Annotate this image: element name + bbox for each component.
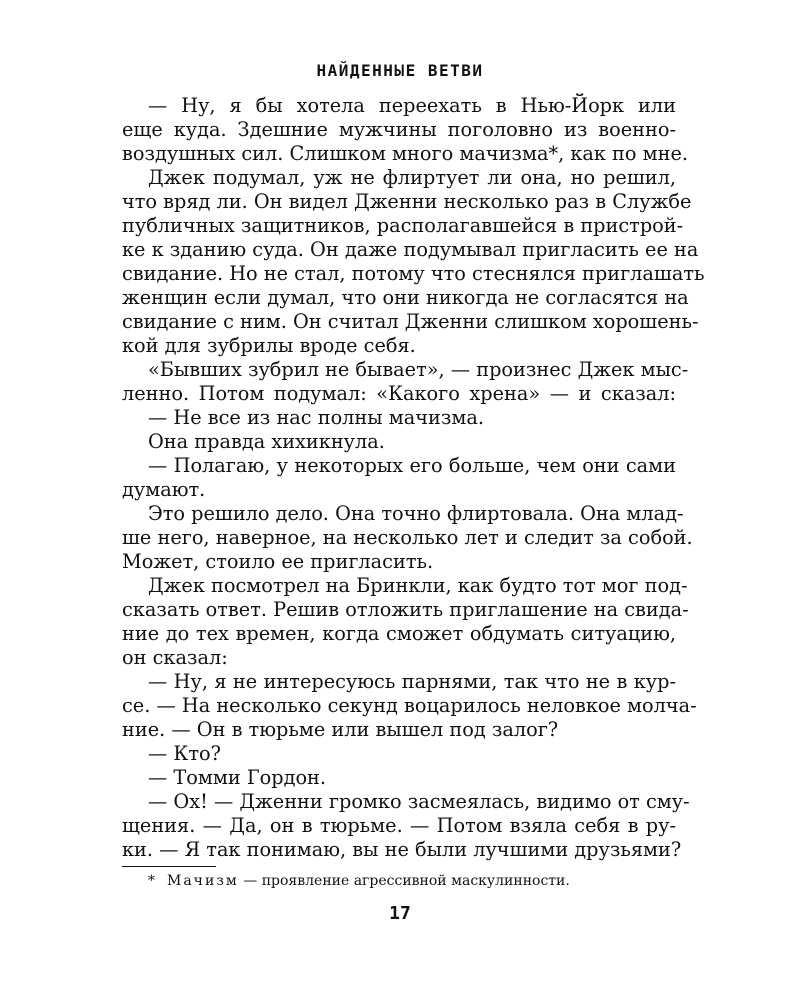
text-line: он сказал: [122,646,228,669]
text-line: Это решило дело. Она точно флиртовала. Она млад- [148,502,684,525]
text-line: воздушных сил. Слишком много мачизма*, как по мне. [122,142,689,165]
text-line: Она правда хихикнула. [148,430,385,453]
footnote [122,871,702,891]
text-line: — Ох! — Дженни громко засмеялась, видимо от сму- [148,790,690,813]
text-line: «Бывших зубрил не бывает», — произнес Джек мыс- [148,358,689,381]
text-line: ние до тех времен, когда сможет обдумать ситуацию, [122,622,676,645]
text-line: се. — На несколько секунд воцарилось неловкое молча- [122,694,697,717]
text-line: ки. — Я так понимаю, вы не были лучшими друзьями? [122,838,682,861]
text-line: Джек посмотрел на Бринкли, как будто тот мог под- [148,574,688,597]
text-line: Может, стоило ее пригласить. [122,550,434,573]
text-line: кой для зубрилы вроде себя. [122,334,416,357]
footnote-term: Мачизм [167,873,239,889]
text-line: — Полагаю, у некоторых его больше, чем они сами [148,454,676,477]
text-line: ке к зданию суда. Он даже подумывал пригласить ее на [122,238,699,261]
footnote-mark: * [148,873,155,889]
text-line: что вряд ли. Он видел Дженни несколько раз в Службе [122,190,692,213]
running-head: НАЙДЕННЫЕ ВЕТВИ [316,61,484,80]
text-line: свидание с ним. Он считал Дженни слишком хорошень- [122,310,699,333]
text-line: Джек подумал, уж не флиртует ли она, но решил, [148,166,676,189]
text-line: свидание. Но не стал, потому что стеснялся приглашать [122,262,705,285]
text-line: думают. [122,478,206,501]
text-line: женщин если думал, что они никогда не согласятся на [122,286,689,309]
text-line: — Томми Гордон. [148,766,327,789]
page-number: 17 [389,903,411,924]
body-text [122,94,705,862]
text-line: ленно. Потом подумал: «Какого хрена» — и сказал: [122,382,676,405]
text-line: — Не все из нас полны мачизма. [148,406,484,429]
text-line: — Кто? [148,742,221,765]
text-line: ние. — Он в тюрьме или вышел под залог? [122,718,559,741]
footnote-rule [122,866,216,867]
text-line: сказать ответ. Решив отложить приглашение на свида- [122,598,689,621]
text-line: — Ну, я не интересуюсь парнями, так что не в кур- [148,670,676,693]
text-line: публичных защитников, располагавшейся в пристрой- [122,214,684,237]
text-line: — Ну, я бы хотела переехать в Нью-Йорк или [148,94,676,117]
text-line: ше него, наверное, на несколько лет и следит за собой. [122,526,693,549]
text-line: щения. — Да, он в тюрьме. — Потом взяла себя в ру- [122,814,676,837]
footnote-text: — проявление агрессивной маскулинности. [243,873,570,889]
text-line: еще куда. Здешние мужчины поголовно из военно- [122,118,676,141]
